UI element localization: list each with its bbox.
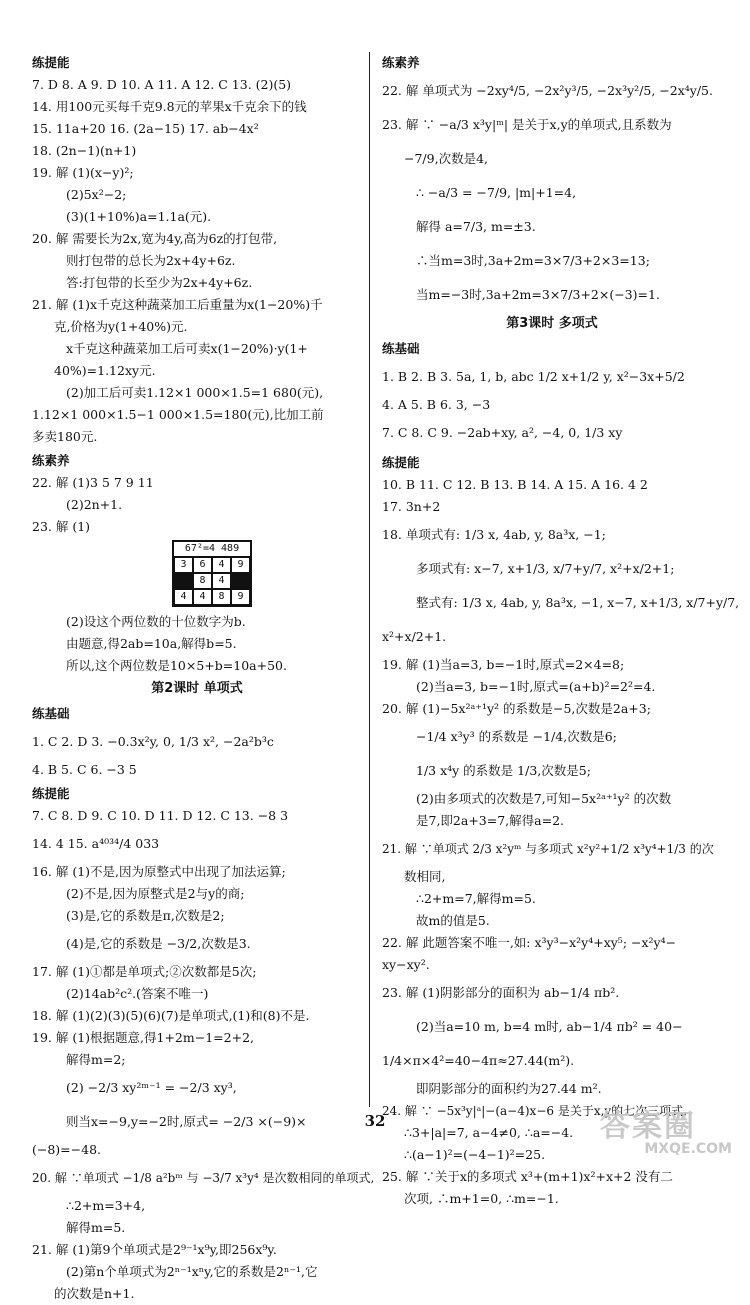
grid-cell: 4 xyxy=(212,557,231,573)
answer-line: 18. 解 (1)(2)(3)(5)(6)(7)是单项式,(1)和(8)不是. xyxy=(32,1008,310,1023)
answer-line: x千克这种蔬菜加工后可卖x(1−20%)·y(1+ xyxy=(66,341,308,356)
grid-cell: 4 xyxy=(212,573,231,589)
answer-line: 17. 3n+2 xyxy=(382,499,441,514)
section-heading: 练提能 xyxy=(32,786,70,801)
answer-line: 18. 单项式有: 1/3 x, 4ab, y, 8a³x, −1; xyxy=(382,527,606,542)
answer-line: (3)是,它的系数是π,次数是2; xyxy=(66,908,225,923)
answer-line: 25. 解 ∵关于x的多项式 x³+(m+1)x²+x+2 没有二 xyxy=(382,1169,673,1184)
answer-line: (2)5x²−2; xyxy=(66,187,127,202)
answer-line: 7. C 8. D 9. C 10. D 11. D 12. C 13. −8 3 xyxy=(32,808,289,823)
answer-line: 4. A 5. B 6. 3, −3 xyxy=(382,397,491,412)
grid-cell: 6 xyxy=(193,557,212,573)
grid-cell: 3 xyxy=(174,557,193,573)
answer-line: 解得m=5. xyxy=(66,1220,126,1235)
answer-line: 22. 解 (1)3 5 7 9 11 xyxy=(32,475,154,490)
answer-line: ∴当m=3时,3a+2m=3×7/3+2×3=13; xyxy=(416,253,650,268)
grid-cell-shaded xyxy=(174,573,193,589)
answer-line: 19. 解 (1)根据题意,得1+2m−1=2+2, xyxy=(32,1030,254,1045)
answer-line: 23. 解 (1) xyxy=(32,519,91,534)
answer-line: 20. 解 ∵单项式 −1/8 a²bᵐ 与 −3/7 x³y⁴ 是次数相同的单项式, xyxy=(32,1171,375,1185)
lesson-title: 第3课时 多项式 xyxy=(506,316,598,331)
answer-line: 由题意,得2ab=10a,解得b=5. xyxy=(66,636,237,651)
section-heading: 练素养 xyxy=(382,55,420,70)
answer-line: 40%)=1.12xy元. xyxy=(54,363,156,378)
grid-title: 67²=4 489 xyxy=(174,542,250,557)
answer-line: (2) −2/3 xy²ᵐ⁻¹ = −2/3 xy³, xyxy=(66,1080,237,1095)
watermark-logo xyxy=(600,1109,740,1157)
answer-line: 7. C 8. C 9. −2ab+xy, a², −4, 0, 1/3 xy xyxy=(382,425,623,440)
answer-line: −7/9,次数是4, xyxy=(404,151,488,166)
answer-line: (2)2n+1. xyxy=(66,497,123,512)
answer-line: 17. 解 (1)①都是单项式;②次数都是5次; xyxy=(32,964,257,979)
answer-line: 23. 解 ∵ −a/3 x³y|ᵐ| 是关于x,y的单项式,且系数为 xyxy=(382,117,672,132)
answer-line: 4. B 5. C 6. −3 5 xyxy=(32,762,137,777)
grid-cell: 8 xyxy=(212,589,231,605)
answer-line: 1.12×1 000×1.5−1 000×1.5=180(元),比加工前 xyxy=(32,407,324,422)
answer-line: 即阴影部分的面积约为27.44 m². xyxy=(416,1081,602,1096)
answer-line: 则打包带的总长为2x+4y+6z. xyxy=(66,253,236,268)
answer-line: 1. B 2. B 3. 5a, 1, b, abc 1/2 x+1/2 y, x²−3x+5/2 xyxy=(382,369,685,384)
answer-line: (2)设这个两位数的十位数字为b. xyxy=(66,614,246,629)
answer-line: 21. 解 (1)x千克这种蔬菜加工后重量为x(1−20%)千 xyxy=(32,297,323,312)
answer-line: 18. (2n−1)(n+1) xyxy=(32,143,137,158)
answer-line: (2)当a=3, b=−1时,原式=(a+b)²=2²=4. xyxy=(416,679,656,694)
answer-line: (2)加工后可卖1.12×1 000×1.5=1 680(元), xyxy=(66,385,324,400)
answer-line: xy−xy². xyxy=(382,957,430,972)
answer-line: ∴(a−1)²=(−4−1)²=25. xyxy=(404,1147,546,1162)
answer-line: 20. 解 (1)−5x²ᵃ⁺¹y² 的系数是−5,次数是2a+3; xyxy=(382,701,651,716)
answer-line: (−8)=−48. xyxy=(32,1142,102,1157)
answer-line: 14. 用100元买每千克9.8元的苹果x千克余下的钱 xyxy=(32,99,307,114)
answer-line: 故m的值是5. xyxy=(416,913,490,928)
answer-line: (3)(1+10%)a=1.1a(元). xyxy=(66,209,212,224)
answer-line: ∴3+|a|=7, a−4≠0, ∴a=−4. xyxy=(404,1125,574,1140)
column-divider xyxy=(369,52,370,1107)
answer-line: 克,价格为y(1+40%)元. xyxy=(54,319,188,334)
answer-line: 22. 解 此题答案不唯一,如: x³y³−x²y⁴+xy⁵; −x²y⁴− xyxy=(382,935,677,950)
section-heading: 练素养 xyxy=(32,453,70,468)
grid-cell: 9 xyxy=(231,557,250,573)
answer-line: (2)第n个单项式为2ⁿ⁻¹xⁿy,它的系数是2ⁿ⁻¹,它 xyxy=(66,1264,318,1279)
watermark-url: MXQE.COM xyxy=(644,1141,732,1157)
answer-line: (2)不是,因为原整式是2与y的商; xyxy=(66,886,245,901)
answer-line: 15. 11a+20 16. (2a−15) 17. ab−4x² xyxy=(32,121,259,136)
answer-line: 整式有: 1/3 x, 4ab, y, 8a³x, −1, x−7, x+1/3, x/7+y/7, xyxy=(416,595,740,610)
answer-line: 多卖180元. xyxy=(32,429,98,444)
answer-line: 7. D 8. A 9. D 10. A 11. A 12. C 13. (2)(5) xyxy=(32,77,292,92)
answer-line: ∴2+m=7,解得m=5. xyxy=(416,891,536,906)
grid-cell: 4 xyxy=(174,589,193,605)
answer-line: 数相同, xyxy=(404,869,446,884)
answer-line: (4)是,它的系数是 −3/2,次数是3. xyxy=(66,936,251,951)
answer-line: 24. 解 ∵ −5x³y|ᵃ|−(a−4)x−6 是关于x,y的七次三项式, xyxy=(382,1104,687,1118)
watermark-text: 答案圈 xyxy=(600,1109,696,1144)
answer-line: 22. 解 单项式为 −2xy⁴/5, −2x²y³/5, −2x³y²/5, −2x⁴y/5. xyxy=(382,83,713,98)
section-heading: 练基础 xyxy=(382,341,420,356)
answer-line: 当m=−3时,3a+2m=3×7/3+2×(−3)=1. xyxy=(416,287,660,302)
grid-cell-shaded xyxy=(231,573,250,589)
lesson-title: 第2课时 单项式 xyxy=(151,681,243,696)
number-grid xyxy=(172,540,252,607)
answer-line: 1/3 x⁴y 的系数是 1/3,次数是5; xyxy=(416,763,591,778)
answer-line: 23. 解 (1)阴影部分的面积为 ab−1/4 πb². xyxy=(382,985,620,1000)
answer-line: 次项, ∴m+1=0, ∴m=−1. xyxy=(404,1191,559,1206)
answer-line: 1/4×π×4²=40−4π≈27.44(m²). xyxy=(382,1053,575,1068)
answer-line: 答:打包带的长至少为2x+4y+6z. xyxy=(66,275,253,290)
page-number: 32 xyxy=(364,1112,386,1130)
section-heading: 练基础 xyxy=(32,706,70,721)
answer-line: 的次数是n+1. xyxy=(54,1286,135,1301)
grid-cell: 9 xyxy=(231,589,250,605)
answer-line: (2)14ab²c².(答案不唯一) xyxy=(66,986,209,1001)
answer-line: (2)由多项式的次数是7,可知−5x²ᵃ⁺¹y² 的次数 xyxy=(416,791,672,806)
answer-line: 19. 解 (1)当a=3, b=−1时,原式=2×4=8; xyxy=(382,657,625,672)
grid-cell: 4 xyxy=(193,589,212,605)
right-column xyxy=(382,50,740,1210)
answer-line: 21. 解 (1)第9个单项式是2⁹⁻¹x⁹y,即256x⁹y. xyxy=(32,1242,277,1257)
answer-line: 10. B 11. C 12. B 13. B 14. A 15. A 16. 4 2 xyxy=(382,477,648,492)
answer-line: x²+x/2+1. xyxy=(382,629,447,644)
answer-line: 所以,这个两位数是10×5+b=10a+50. xyxy=(66,658,287,673)
answer-line: 是7,即2a+3=7,解得a=2. xyxy=(416,813,565,828)
answer-line: 解得 a=7/3, m=±3. xyxy=(416,219,536,234)
section-heading: 练提能 xyxy=(382,455,420,470)
answer-line: ∴2+m=3+4, xyxy=(66,1198,146,1213)
answer-line: (2)当a=10 m, b=4 m时, ab−1/4 πb² = 40− xyxy=(416,1019,683,1034)
answer-line: 多项式有: x−7, x+1/3, x/7+y/7, x²+x/2+1; xyxy=(416,561,675,576)
grid-cell: 8 xyxy=(193,573,212,589)
answer-line: 14. 4 15. a⁴⁰³⁴/4 033 xyxy=(32,836,160,851)
answer-line: 1. C 2. D 3. −0.3x²y, 0, 1/3 x², −2a²b³c xyxy=(32,734,274,749)
answer-line: 21. 解 ∵单项式 2/3 x²yᵐ 与多项式 x²y²+1/2 x³y⁴+1/3 的次 xyxy=(382,842,714,856)
answer-line: 20. 解 需要长为2x,宽为4y,高为6z的打包带, xyxy=(32,231,278,246)
answer-line: 解得m=2; xyxy=(66,1052,126,1067)
section-heading: 练提能 xyxy=(32,55,70,70)
answer-line: ∴ −a/3 = −7/9, |m|+1=4, xyxy=(416,185,577,200)
answer-line: 16. 解 (1)不是,因为原整式中出现了加法运算; xyxy=(32,864,286,879)
answer-line: 则当x=−9,y=−2时,原式= −2/3 ×(−9)× xyxy=(66,1114,307,1129)
answer-line: 19. 解 (1)(x−y)²; xyxy=(32,165,134,180)
answer-line: −1/4 x³y³ 的系数是 −1/4,次数是6; xyxy=(416,729,617,744)
